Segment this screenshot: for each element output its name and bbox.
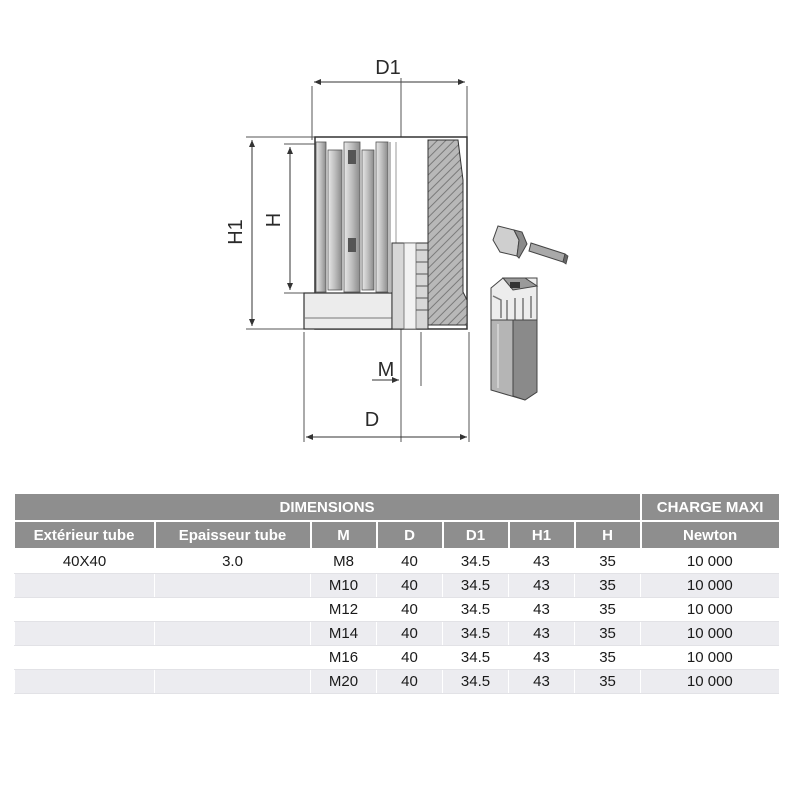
cell-h1: 43 bbox=[509, 549, 575, 574]
cell-m: M20 bbox=[311, 670, 377, 694]
cell-exterieur-tube bbox=[15, 670, 155, 694]
cell-d1: 34.5 bbox=[443, 622, 509, 646]
col-header-newton: Newton bbox=[641, 521, 779, 549]
specifications-table bbox=[14, 494, 779, 694]
cell-d: 40 bbox=[377, 598, 443, 622]
cell-m: M16 bbox=[311, 646, 377, 670]
header-charge-maxi: CHARGE MAXI bbox=[641, 494, 779, 521]
label-h: H bbox=[263, 212, 285, 228]
group-header-row bbox=[15, 494, 779, 521]
cell-d1: 34.5 bbox=[443, 549, 509, 574]
table-row bbox=[15, 646, 779, 670]
cell-exterieur-tube bbox=[15, 622, 155, 646]
table-row bbox=[15, 622, 779, 646]
cell-epaisseur-tube bbox=[155, 622, 311, 646]
tube-illustration bbox=[491, 278, 537, 400]
plug-body bbox=[304, 137, 467, 329]
col-header-epaisseur-tube: Epaisseur tube bbox=[155, 521, 311, 549]
cell-newton: 10 000 bbox=[641, 574, 779, 598]
col-header-d: D bbox=[377, 521, 443, 549]
cell-h: 35 bbox=[575, 598, 641, 622]
cell-epaisseur-tube bbox=[155, 574, 311, 598]
cell-epaisseur-tube bbox=[155, 598, 311, 622]
table-row bbox=[15, 598, 779, 622]
cell-exterieur-tube bbox=[15, 646, 155, 670]
cell-h1: 43 bbox=[509, 574, 575, 598]
cell-epaisseur-tube bbox=[155, 646, 311, 670]
col-header-exterieur-tube: Extérieur tube bbox=[15, 521, 155, 549]
col-header-d1: D1 bbox=[443, 521, 509, 549]
cell-h1: 43 bbox=[509, 622, 575, 646]
cell-m: M14 bbox=[311, 622, 377, 646]
cell-d: 40 bbox=[377, 549, 443, 574]
cell-epaisseur-tube: 3.0 bbox=[155, 549, 311, 574]
cell-h1: 43 bbox=[509, 598, 575, 622]
label-d1: D1 bbox=[375, 57, 401, 79]
cell-epaisseur-tube bbox=[155, 670, 311, 694]
cell-exterieur-tube: 40X40 bbox=[15, 549, 155, 574]
cell-d: 40 bbox=[377, 670, 443, 694]
cell-h: 35 bbox=[575, 646, 641, 670]
cell-h: 35 bbox=[575, 622, 641, 646]
dimension-h1 bbox=[225, 137, 316, 329]
dimension-d bbox=[304, 332, 469, 442]
cell-newton: 10 000 bbox=[641, 646, 779, 670]
cell-exterieur-tube bbox=[15, 598, 155, 622]
table-row bbox=[15, 574, 779, 598]
cell-newton: 10 000 bbox=[641, 622, 779, 646]
cell-d1: 34.5 bbox=[443, 598, 509, 622]
cell-d: 40 bbox=[377, 574, 443, 598]
label-d: D bbox=[364, 409, 380, 431]
label-m: M bbox=[377, 359, 395, 381]
cell-d1: 34.5 bbox=[443, 670, 509, 694]
cell-d: 40 bbox=[377, 622, 443, 646]
table-row bbox=[15, 670, 779, 694]
table-body bbox=[15, 549, 779, 694]
dimension-m bbox=[372, 332, 421, 386]
cell-h1: 43 bbox=[509, 646, 575, 670]
cell-newton: 10 000 bbox=[641, 549, 779, 574]
cell-newton: 10 000 bbox=[641, 670, 779, 694]
cell-d1: 34.5 bbox=[443, 574, 509, 598]
cell-m: M8 bbox=[311, 549, 377, 574]
dimension-h bbox=[263, 144, 316, 293]
cell-d1: 34.5 bbox=[443, 646, 509, 670]
hammer-illustration bbox=[493, 226, 568, 264]
cell-d: 40 bbox=[377, 646, 443, 670]
cell-h1: 43 bbox=[509, 670, 575, 694]
col-header-h: H bbox=[575, 521, 641, 549]
cell-newton: 10 000 bbox=[641, 598, 779, 622]
cell-h: 35 bbox=[575, 670, 641, 694]
col-header-m: M bbox=[311, 521, 377, 549]
table-row bbox=[15, 549, 779, 574]
cell-m: M12 bbox=[311, 598, 377, 622]
dimension-d1 bbox=[312, 57, 467, 140]
cell-h: 35 bbox=[575, 549, 641, 574]
column-header-row bbox=[15, 521, 779, 549]
label-h1: H1 bbox=[225, 219, 247, 245]
cell-h: 35 bbox=[575, 574, 641, 598]
cell-m: M10 bbox=[311, 574, 377, 598]
col-header-h1: H1 bbox=[509, 521, 575, 549]
cell-exterieur-tube bbox=[15, 574, 155, 598]
header-dimensions: DIMENSIONS bbox=[15, 494, 641, 521]
